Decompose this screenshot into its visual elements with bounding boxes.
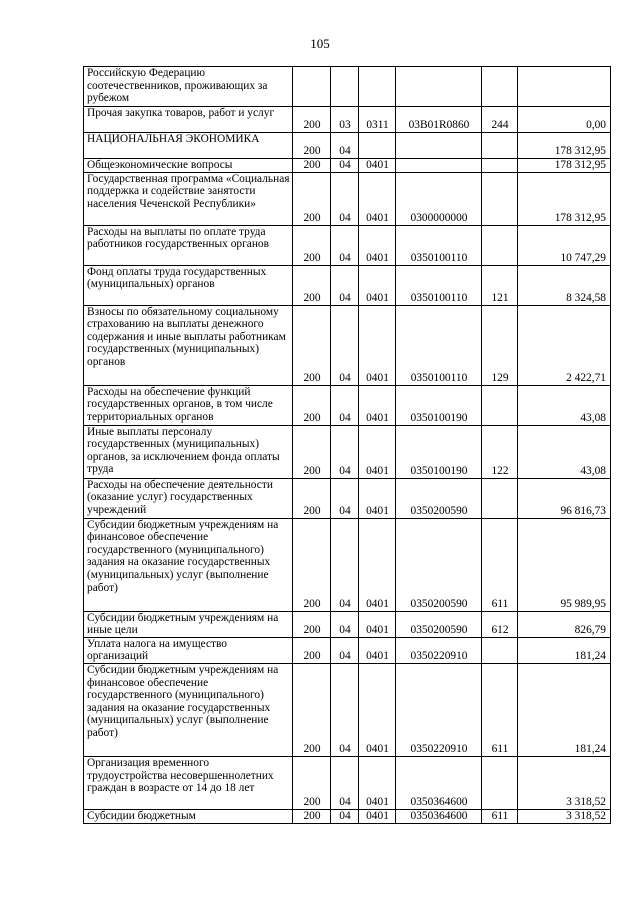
section-code-cell: 04 [331,385,359,425]
amount-cell: 178 312,95 [518,159,611,173]
ministry-code-cell: 200 [293,159,331,173]
amount-cell: 96 816,73 [518,478,611,518]
target-article-cell: 0350200590 [396,518,482,611]
subsection-code-cell: 0401 [359,385,396,425]
amount-cell: 8 324,58 [518,265,611,305]
section-code-cell: 04 [331,611,359,637]
amount-cell: 3 318,52 [518,756,611,809]
expense-type-cell [482,172,518,225]
row-name-cell: Расходы на выплаты по оплате труда работников государственных органов [84,225,293,265]
amount-cell: 178 312,95 [518,172,611,225]
table-row [84,663,611,756]
subsection-code-cell: 0401 [359,265,396,305]
target-article-cell: 0300000000 [396,172,482,225]
ministry-code-cell: 200 [293,663,331,756]
amount-cell: 2 422,71 [518,305,611,385]
row-name-cell: Прочая закупка товаров, работ и услуг [84,107,293,133]
row-name-cell: Расходы на обеспечение деятельности (оказание услуг) государственных учреждений [84,478,293,518]
amount-cell: 181,24 [518,637,611,663]
row-name-cell: Субсидии бюджетным учреждениям на финансовое обеспечение государственного (муниципального) задания на оказание государственных (муниципальных) услуг (выполнение работ) [84,518,293,611]
subsection-code-cell: 0311 [359,107,396,133]
row-name-cell: Взносы по обязательному социальному страхованию на выплаты денежного содержания и иные выплаты работникам государственных (муниципальных) органов [84,305,293,385]
subsection-code-cell: 0401 [359,809,396,823]
expense-type-cell: 129 [482,305,518,385]
expense-type-cell: 611 [482,663,518,756]
expense-type-cell: 611 [482,518,518,611]
expense-type-cell [482,133,518,159]
row-name-cell: Расходы на обеспечение функций государственных органов, в том числе территориальных органов [84,385,293,425]
target-article-cell: 0350200590 [396,478,482,518]
ministry-code-cell: 200 [293,809,331,823]
section-code-cell: 04 [331,225,359,265]
table-row [84,225,611,265]
target-article-cell [396,133,482,159]
ministry-code-cell: 200 [293,305,331,385]
subsection-code-cell [359,133,396,159]
expense-type-cell [482,637,518,663]
table-body [84,67,611,824]
expense-type-cell [482,159,518,173]
section-code-cell: 03 [331,107,359,133]
amount-cell: 43,08 [518,425,611,478]
subsection-code-cell: 0401 [359,663,396,756]
target-article-cell: 0350100110 [396,265,482,305]
target-article-cell: 0350220910 [396,663,482,756]
table-row [84,425,611,478]
section-code-cell: 04 [331,637,359,663]
section-code-cell: 04 [331,809,359,823]
ministry-code-cell: 200 [293,225,331,265]
target-article-cell: 0350364600 [396,756,482,809]
table-row [84,107,611,133]
subsection-code-cell: 0401 [359,159,396,173]
table-row [84,67,611,107]
ministry-code-cell: 200 [293,756,331,809]
target-article-cell [396,67,482,107]
ministry-code-cell: 200 [293,425,331,478]
row-name-cell: Фонд оплаты труда государственных (муниципальных) органов [84,265,293,305]
section-code-cell: 04 [331,425,359,478]
ministry-code-cell: 200 [293,478,331,518]
section-code-cell: 04 [331,756,359,809]
subsection-code-cell: 0401 [359,611,396,637]
target-article-cell: 0350100110 [396,225,482,265]
row-name-cell: Уплата налога на имущество организаций [84,637,293,663]
target-article-cell [396,159,482,173]
subsection-code-cell: 0401 [359,518,396,611]
table-row [84,159,611,173]
subsection-code-cell: 0401 [359,305,396,385]
subsection-code-cell: 0401 [359,225,396,265]
ministry-code-cell: 200 [293,265,331,305]
row-name-cell: Субсидии бюджетным [84,809,293,823]
expense-type-cell [482,756,518,809]
row-name-cell: НАЦИОНАЛЬНАЯ ЭКОНОМИКА [84,133,293,159]
target-article-cell: 0350364600 [396,809,482,823]
ministry-code-cell: 200 [293,133,331,159]
expense-type-cell: 121 [482,265,518,305]
table-row [84,385,611,425]
target-article-cell: 0350220910 [396,637,482,663]
section-code-cell: 04 [331,663,359,756]
subsection-code-cell: 0401 [359,172,396,225]
expense-type-cell: 611 [482,809,518,823]
section-code-cell: 04 [331,518,359,611]
section-code-cell: 04 [331,159,359,173]
section-code-cell: 04 [331,133,359,159]
amount-cell: 0,00 [518,107,611,133]
subsection-code-cell [359,67,396,107]
ministry-code-cell: 200 [293,611,331,637]
row-name-cell: Организация временного трудоустройства несовершеннолетних граждан в возрасте от 14 до 18 лет [84,756,293,809]
amount-cell: 95 989,95 [518,518,611,611]
ministry-code-cell: 200 [293,518,331,611]
table-row [84,172,611,225]
page-number: 105 [310,36,330,51]
ministry-code-cell [293,67,331,107]
section-code-cell: 04 [331,172,359,225]
target-article-cell: 0350100190 [396,385,482,425]
subsection-code-cell: 0401 [359,637,396,663]
amount-cell: 3 318,52 [518,809,611,823]
row-name-cell: Субсидии бюджетным учреждениям на финансовое обеспечение государственного (муниципального) задания на оказание государственных (муниципальных) услуг (выполнение работ) [84,663,293,756]
ministry-code-cell: 200 [293,385,331,425]
row-name-cell: Общеэкономические вопросы [84,159,293,173]
expense-type-cell: 244 [482,107,518,133]
expense-type-cell: 612 [482,611,518,637]
ministry-code-cell: 200 [293,107,331,133]
table-row [84,637,611,663]
ministry-code-cell: 200 [293,172,331,225]
amount-cell: 178 312,95 [518,133,611,159]
budget-table [83,66,611,824]
section-code-cell: 04 [331,305,359,385]
ministry-code-cell: 200 [293,637,331,663]
target-article-cell: 0350100110 [396,305,482,385]
amount-cell: 181,24 [518,663,611,756]
expense-type-cell [482,67,518,107]
amount-cell: 10 747,29 [518,225,611,265]
subsection-code-cell: 0401 [359,425,396,478]
subsection-code-cell: 0401 [359,478,396,518]
target-article-cell: 0350200590 [396,611,482,637]
row-name-cell: Субсидии бюджетным учреждениям на иные цели [84,611,293,637]
section-code-cell [331,67,359,107]
table-row [84,478,611,518]
target-article-cell: 03В01R0860 [396,107,482,133]
amount-cell [518,67,611,107]
table-row [84,756,611,809]
table-row [84,265,611,305]
amount-cell: 43,08 [518,385,611,425]
table-row [84,611,611,637]
target-article-cell: 0350100190 [396,425,482,478]
expense-type-cell [482,478,518,518]
section-code-cell: 04 [331,478,359,518]
subsection-code-cell: 0401 [359,756,396,809]
row-name-cell: Иные выплаты персоналу государственных (муниципальных) органов, за исключением фонда оплаты труда [84,425,293,478]
table-row [84,305,611,385]
row-name-cell: Государственная программа «Социальная поддержка и содействие занятости населения Чеченской Республики» [84,172,293,225]
expense-type-cell [482,225,518,265]
expense-type-cell: 122 [482,425,518,478]
section-code-cell: 04 [331,265,359,305]
table-row [84,809,611,823]
row-name-cell: Российскую Федерацию соотечественников, проживающих за рубежом [84,67,293,107]
table-row [84,133,611,159]
table-row [84,518,611,611]
amount-cell: 826,79 [518,611,611,637]
expense-type-cell [482,385,518,425]
